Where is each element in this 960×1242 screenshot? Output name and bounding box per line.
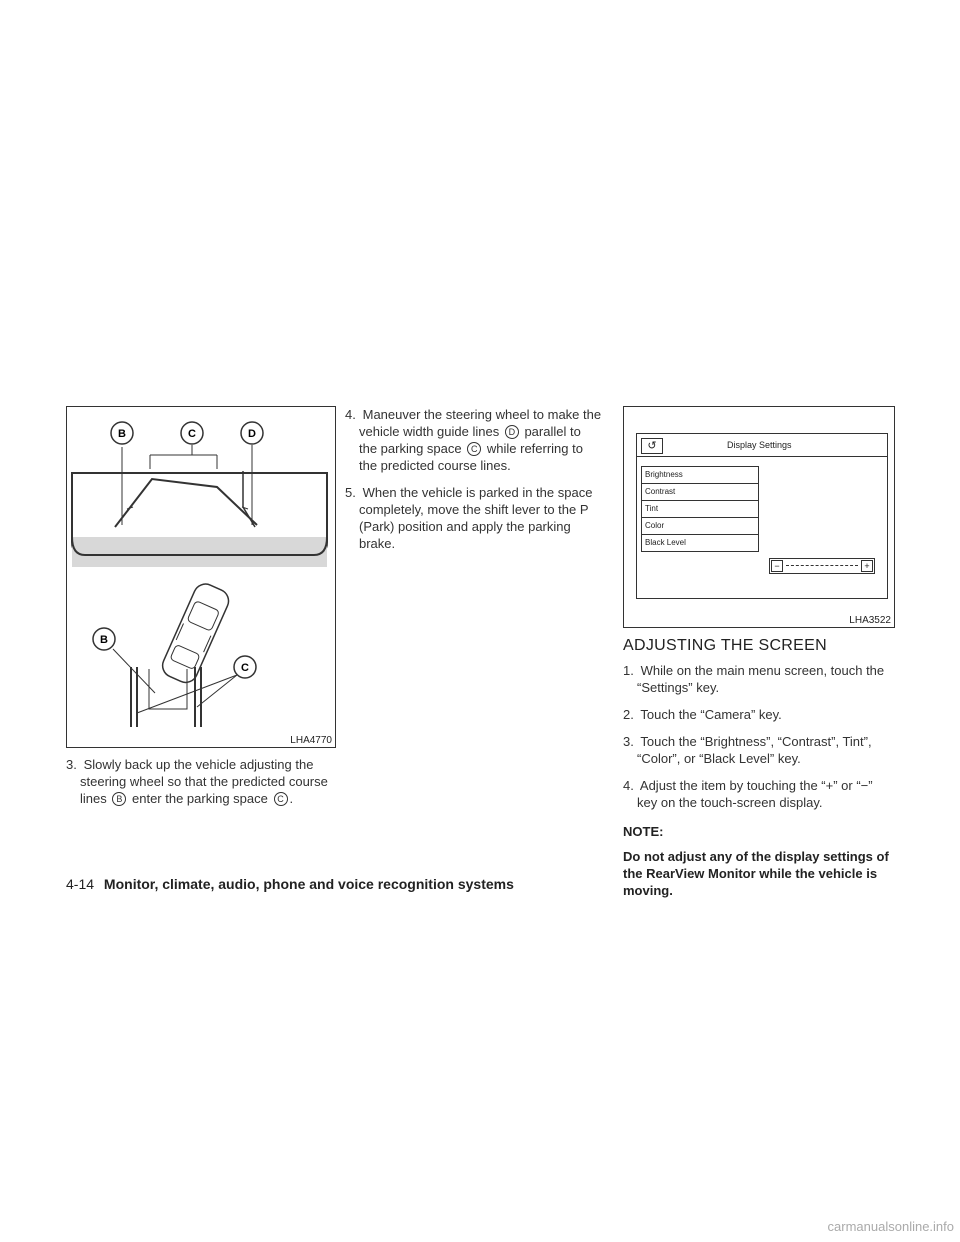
label-b-bottom: B: [100, 634, 108, 646]
back-icon: ↺: [641, 438, 663, 454]
settings-item-brightness: Brightness: [641, 466, 759, 484]
step-3-parking: [66, 756, 336, 807]
step-4-maneuver: [345, 406, 602, 474]
parking-diagram-figure: [66, 406, 336, 748]
adjust-step-4: [623, 777, 895, 811]
display-settings-figure: [623, 406, 895, 628]
adjust-step-2: [623, 706, 895, 723]
adjust-step-1: [623, 662, 895, 696]
ref-c-icon: C: [467, 442, 481, 456]
label-c-top: C: [188, 428, 196, 440]
label-c-bottom: C: [241, 662, 249, 674]
settings-item-tint: Tint: [641, 501, 759, 518]
watermark: carmanualsonline.info: [827, 1219, 954, 1234]
chapter-title: Monitor, climate, audio, phone and voice recognition systems: [103, 876, 514, 892]
step-text: Touch the “Camera” key.: [640, 707, 782, 722]
figure-code: LHA3522: [849, 615, 891, 626]
step-number: 4.: [345, 407, 356, 422]
note-label: NOTE:: [623, 824, 664, 839]
step-number: 1.: [623, 663, 634, 678]
column-1-text: [66, 756, 336, 817]
adjust-step-3: [623, 733, 895, 767]
step-text: While on the main menu screen, touch the “Settings” key.: [637, 663, 885, 695]
column-3-text: [623, 662, 895, 899]
divider: [637, 456, 887, 457]
page-number: 4-14: [66, 876, 95, 892]
settings-list: [641, 466, 759, 552]
step-text: enter the parking space: [132, 791, 268, 806]
step-text: Slowly back up the vehicle adjusting the steering wheel so that the predicted course lines: [80, 757, 328, 806]
screen-title: Display Settings: [727, 440, 792, 450]
step-text: while referring to the predicted course lines.: [359, 441, 583, 473]
step-text: Touch the “Brightness”, “Contrast”, Tint”, “Color”, or “Black Level” key.: [637, 734, 872, 766]
adjust-slider: [769, 558, 875, 574]
column-2-text: [345, 406, 602, 562]
step-text: Maneuver the steering wheel to make the vehicle width guide lines: [359, 407, 602, 439]
step-number: 3.: [623, 734, 634, 749]
ref-c-icon: C: [274, 792, 288, 806]
minus-icon: −: [771, 560, 783, 572]
step-number: 4.: [623, 778, 634, 793]
page-footer: [66, 876, 514, 892]
note-text: Do not adjust any of the display settings of the RearView Monitor while the vehicle is moving.: [623, 849, 889, 898]
section-heading: ADJUSTING THE SCREEN: [623, 637, 827, 654]
plus-icon: +: [861, 560, 873, 572]
settings-item-contrast: Contrast: [641, 484, 759, 501]
settings-item-black-level: Black Level: [641, 535, 759, 552]
step-text: When the vehicle is parked in the space completely, move the shift lever to the P (Park) position and apply the parking brake.: [359, 485, 593, 551]
figure-code: LHA4770: [290, 735, 332, 746]
step-number: 3.: [66, 757, 77, 772]
step-5-park: [345, 484, 602, 552]
step-text: .: [289, 791, 294, 806]
slider-track: [786, 565, 858, 566]
label-d-top: D: [248, 428, 256, 440]
step-text: parallel to the parking space: [359, 424, 581, 456]
ref-b-icon: B: [112, 792, 126, 806]
parking-diagram: [67, 407, 335, 729]
settings-item-color: Color: [641, 518, 759, 535]
ref-d-icon: D: [505, 425, 519, 439]
display-settings-screen: [636, 433, 888, 599]
step-number: 2.: [623, 707, 634, 722]
step-text: Adjust the item by touching the “+” or “−” key on the touch-screen display.: [637, 778, 873, 810]
label-b-top: B: [118, 428, 126, 440]
step-number: 5.: [345, 485, 356, 500]
